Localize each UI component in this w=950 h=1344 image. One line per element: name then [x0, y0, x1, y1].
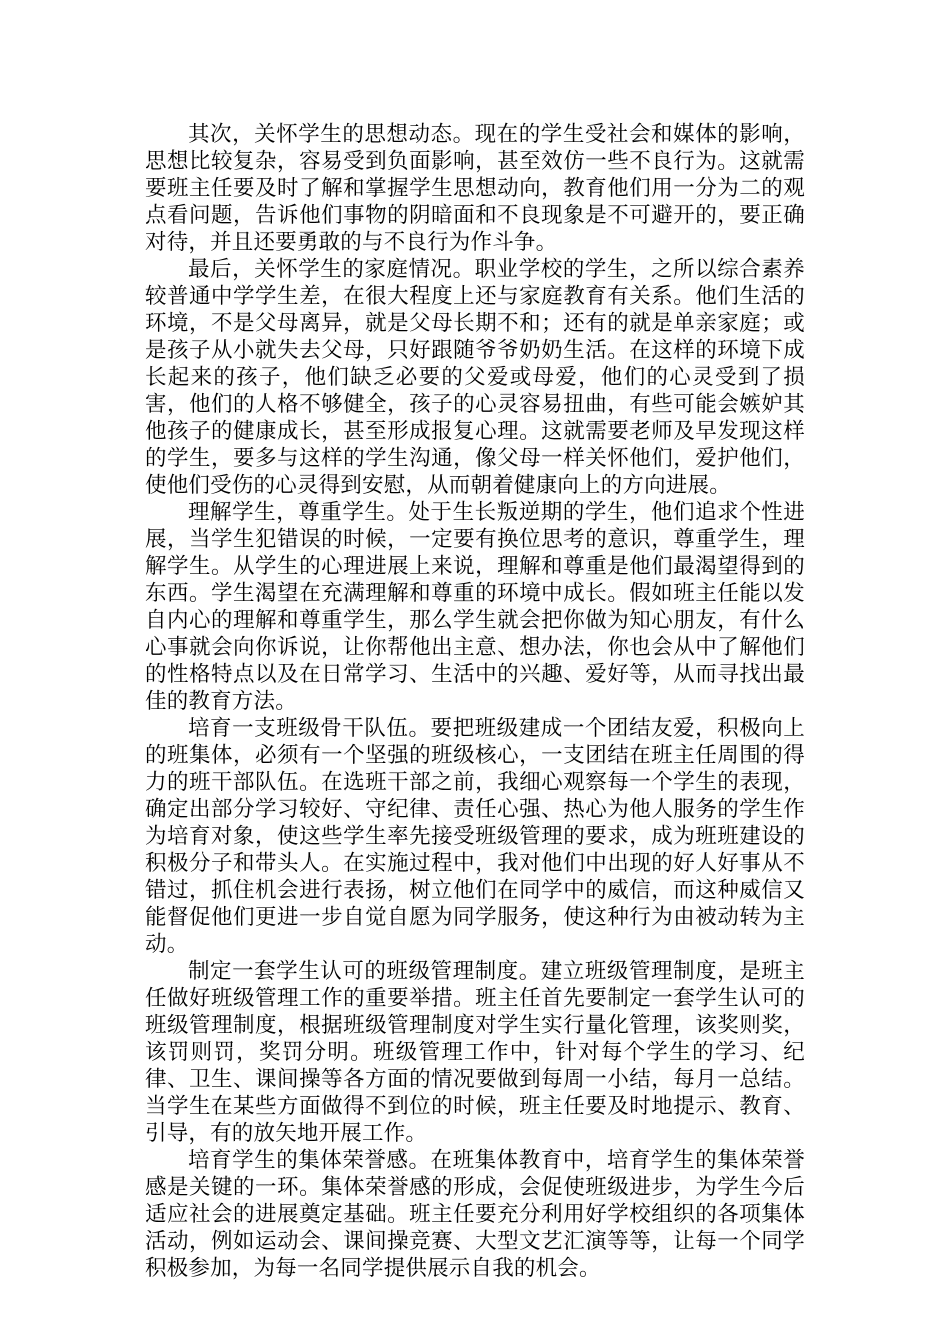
paragraph-collective-honor: 培育学生的集体荣誉感。在班集体教育中，培育学生的集体荣誉感是关键的一环。集体荣誉感的形成，会促使班级进步，为学生今后适应社会的进展奠定基础。班主任要充分利用好学校组织的各项集体活动，例如运动会、课间操竞赛、大型文艺汇演等等，让每一个同学积极参加，为每一名同学提供展示自我的机会。 — [145, 1148, 805, 1281]
paragraph-family-situation: 最后，关怀学生的家庭情况。职业学校的学生，之所以综合素养较普通中学学生差，在很大程度上还与家庭教育有关系。他们生活的环境，不是父母离异，就是父母长期不和；还有的就是单亲家庭；或是孩子从小就失去父母，只好跟随爷爷奶奶生活。在这样的环境下成长起来的孩子，他们缺乏必要的父爱或母爱，他们的心灵受到了损害，他们的人格不够健全，孩子的心灵容易扭曲，有些可能会嫉妒其他孩子的健康成长，甚至形成报复心理。这就需要老师及早发现这样的学生，要多与这样的学生沟通，像父母一样关怀他们，爱护他们，使他们受伤的心灵得到安慰，从而朝着健康向上的方向进展。 — [145, 257, 805, 498]
paragraph-understand-respect: 理解学生，尊重学生。处于生长叛逆期的学生，他们追求个性进展，当学生犯错误的时候，一定要有换位思考的意识，尊重学生，理解学生。从学生的心理进展上来说，理解和尊重是他们最渴望得到的东西。学生渴望在充满理解和尊重的环境中成长。假如班主任能以发自内心的理解和尊重学生，那么学生就会把你做为知心朋友，有什么心事就会向你诉说，让你帮他出主意、想办法，你也会从中了解他们的性格特点以及在日常学习、生活中的兴趣、爱好等，从而寻找出最佳的教育方法。 — [145, 500, 805, 714]
paragraph-class-leaders: 培育一支班级骨干队伍。要把班级建成一个团结友爱，积极向上的班集体，必须有一个坚强的班级核心，一支团结在班主任周围的得力的班干部队伍。在选班干部之前，我细心观察每一个学生的表现，确定出部分学习较好、守纪律、责任心强、热心为他人服务的学生作为培育对象，使这些学生率先接受班级管理的要求，成为班班建设的积极分子和带头人。在实施过程中，我对他们中出现的好人好事从不错过，抓住机会进行表扬，树立他们在同学中的威信，而这种威信又能督促他们更进一步自觉自愿为同学服务，使这种行为由被动转为主动。 — [145, 716, 805, 957]
paragraph-management-system: 制定一套学生认可的班级管理制度。建立班级管理制度，是班主任做好班级管理工作的重要举措。班主任首先要制定一套学生认可的班级管理制度，根据班级管理制度对学生实行量化管理，该奖则奖，该罚则罚，奖罚分明。班级管理工作中，针对每个学生的学习、纪律、卫生、课间操等各方面的情况要做到每周一小结，每月一总结。当学生在某些方面做得不到位的时候，班主任要及时地提示、教育、引导，有的放矢地开展工作。 — [145, 959, 805, 1146]
document-body — [145, 121, 805, 1282]
paragraph-student-thoughts: 其次，关怀学生的思想动态。现在的学生受社会和媒体的影响，思想比较复杂，容易受到负面影响，甚至效仿一些不良行为。这就需要班主任要及时了解和掌握学生思想动向，教育他们用一分为二的观点看问题，告诉他们事物的阴暗面和不良现象是不可避开的，要正确对待，并且还要勇敢的与不良行为作斗争。 — [145, 122, 805, 255]
